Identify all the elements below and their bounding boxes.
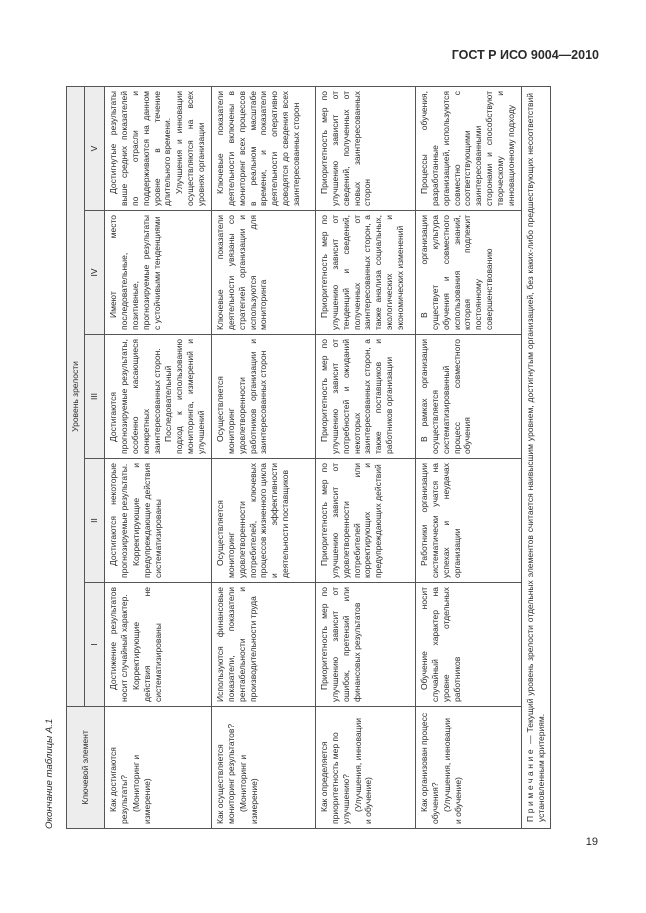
level-cell <box>315 86 415 210</box>
cell-paragraph: Последовательный подход к использованию мониторинга, измерений и улучшений <box>163 339 206 454</box>
landscape-page-content <box>44 87 562 829</box>
table-row <box>211 86 315 828</box>
level-cell <box>315 583 415 707</box>
level-cell <box>415 335 521 459</box>
level-cell <box>315 211 415 335</box>
cell-paragraph: Достижение результатов носит случайный характер. <box>108 587 129 702</box>
header-row-levels <box>67 86 85 828</box>
cell-paragraph: Приоритетность мер по улучшению зависит от потребностей и ожиданий некоторых заинтересованных сторон, а также поставщиков и работников организации <box>318 339 395 454</box>
level-column-header: I <box>85 583 105 707</box>
key-element-cell <box>415 707 521 829</box>
level-cell <box>105 583 212 707</box>
rotated-table-area <box>44 87 562 829</box>
level-cell <box>415 211 521 335</box>
level-column-header: III <box>85 335 105 459</box>
cell-paragraph: В организации существует культура обучения и совместного использования знаний, которая подлежит постоянному совершенствованию <box>418 215 495 330</box>
table-note <box>521 86 550 828</box>
key-question: Как достигаются результаты? <box>108 747 129 824</box>
key-element-cell <box>105 707 212 829</box>
level-cell <box>105 211 212 335</box>
cell-paragraph: Улучшения и инновации осуществляются на всех уровнях организации <box>174 90 206 206</box>
cell-paragraph: Осуществляется мониторинг удовлетворенности работников организации и заинтересованных сторон <box>214 339 269 454</box>
cell-paragraph: Приоритетность мер по улучшению зависит от ошибок, претензий или финансовых результатов <box>318 587 362 702</box>
cell-paragraph: Ключевые показатели деятельности включены в мониторинг всех процессов в реальном масштабе времени, и показатели деятельности оперативно доводятся до сведения всех заинтересованных сторон <box>214 90 301 206</box>
key-category: (Мониторинг и измерение) <box>237 754 259 824</box>
level-cell <box>105 459 212 583</box>
note-text: — Текущий уровень зрелости отдельных элементов считается наивысшим уровнем, достигнутым организацией, без каких-либо предшествующих несоответствий установленным критериям. <box>524 92 546 822</box>
level-cell <box>211 335 315 459</box>
note-row <box>521 86 550 828</box>
level-cell <box>211 211 315 335</box>
table-row <box>315 86 415 828</box>
key-category: (Улучшения, инновации и обучение) <box>441 718 463 824</box>
level-column-header: IV <box>85 211 105 335</box>
key-question: Как организован процесс обучения? <box>418 712 440 824</box>
cell-paragraph: Приоритетность мер по улучшению зависит от удовлетворенности потребителей или корректирующих и предупреждающих действий <box>318 463 384 578</box>
key-question: Как определяется приоритетность мер по улучшению? <box>318 732 351 824</box>
cell-paragraph: Работники организации систематически учатся на успехах и неудачах организации <box>418 463 462 578</box>
level-column-header: II <box>85 459 105 583</box>
maturity-level-header: Уровень зрелости <box>67 86 85 706</box>
cell-paragraph: Корректирующие и предупреждающие действия систематизированы <box>130 463 163 578</box>
maturity-table <box>66 86 551 829</box>
standard-header: ГОСТ Р ИСО 9004—2010 <box>451 48 599 62</box>
key-question: Как осуществляется мониторинг результатов? <box>214 723 236 824</box>
level-column-header: V <box>85 86 105 210</box>
key-element-header: Ключевой элемент <box>67 707 105 829</box>
page-number: 19 <box>585 836 598 848</box>
cell-paragraph: Достигнутые результаты выше средних показателей по отрасли и поддерживаются на данном уровне в течение длительного времени. <box>108 90 173 206</box>
key-category: (Мониторинг и измерение) <box>130 754 152 824</box>
level-cell <box>211 86 315 210</box>
key-element-cell <box>211 707 315 829</box>
cell-paragraph: Приоритетность мер по улучшению зависит от тенденций и сведений, полученных от заинтересованных сторон, а также анализа социальных, экологических и экономических изменений <box>318 215 405 330</box>
cell-paragraph: Имеют место последовательные, позитивные, прогнозируемые результаты с устойчивыми тенденциями <box>108 215 162 330</box>
table-row <box>105 86 212 828</box>
cell-paragraph: Процессы обучения, разработанные организацией, используются совместно с соответствующими заинтересованными сторонами и способствуют творческому и инновационному подходу <box>418 90 516 206</box>
cell-paragraph: Осуществляется мониторинг удовлетворенности потребителей, ключевых процессов жизненного цикла и эффективности деятельности поставщиков <box>214 463 291 578</box>
level-cell <box>415 583 521 707</box>
level-cell <box>211 583 315 707</box>
cell-paragraph: Достигаются некоторые прогнозируемые результаты. <box>108 463 129 578</box>
cell-paragraph: Используются финансовые показатели, показатели рентабельности и производительности труда <box>214 587 258 702</box>
cell-paragraph: Ключевые показатели деятельности увязаны со стратегией организации и используются для мониторинга <box>214 215 269 330</box>
level-cell <box>105 335 212 459</box>
cell-paragraph: Корректирующие действия не систематизированы <box>130 587 163 702</box>
level-cell <box>415 459 521 583</box>
level-cell <box>315 335 415 459</box>
table-row <box>415 86 521 828</box>
note-label: Примечание <box>524 746 535 822</box>
table-caption: Окончание таблицы А.1 <box>44 718 55 829</box>
level-cell <box>415 86 521 210</box>
key-element-cell <box>315 707 415 829</box>
cell-paragraph: Приоритетность мер по улучшению зависит от сведений, полученных от новых заинтересованных сторон <box>318 90 373 206</box>
level-cell <box>315 459 415 583</box>
level-cell <box>211 459 315 583</box>
cell-paragraph: Обучение носит случайный характер на уровне отдельных работников <box>418 587 462 702</box>
level-cell <box>105 86 212 210</box>
cell-paragraph: В рамках организации осуществляется систематизированный процесс совместного обучения <box>418 339 473 454</box>
key-category: (Улучшения, инновации и обучение) <box>352 718 374 824</box>
cell-paragraph: Достигаются прогнозируемые результаты, особенно касающиеся конкретных заинтересованных сторон. <box>108 339 162 454</box>
